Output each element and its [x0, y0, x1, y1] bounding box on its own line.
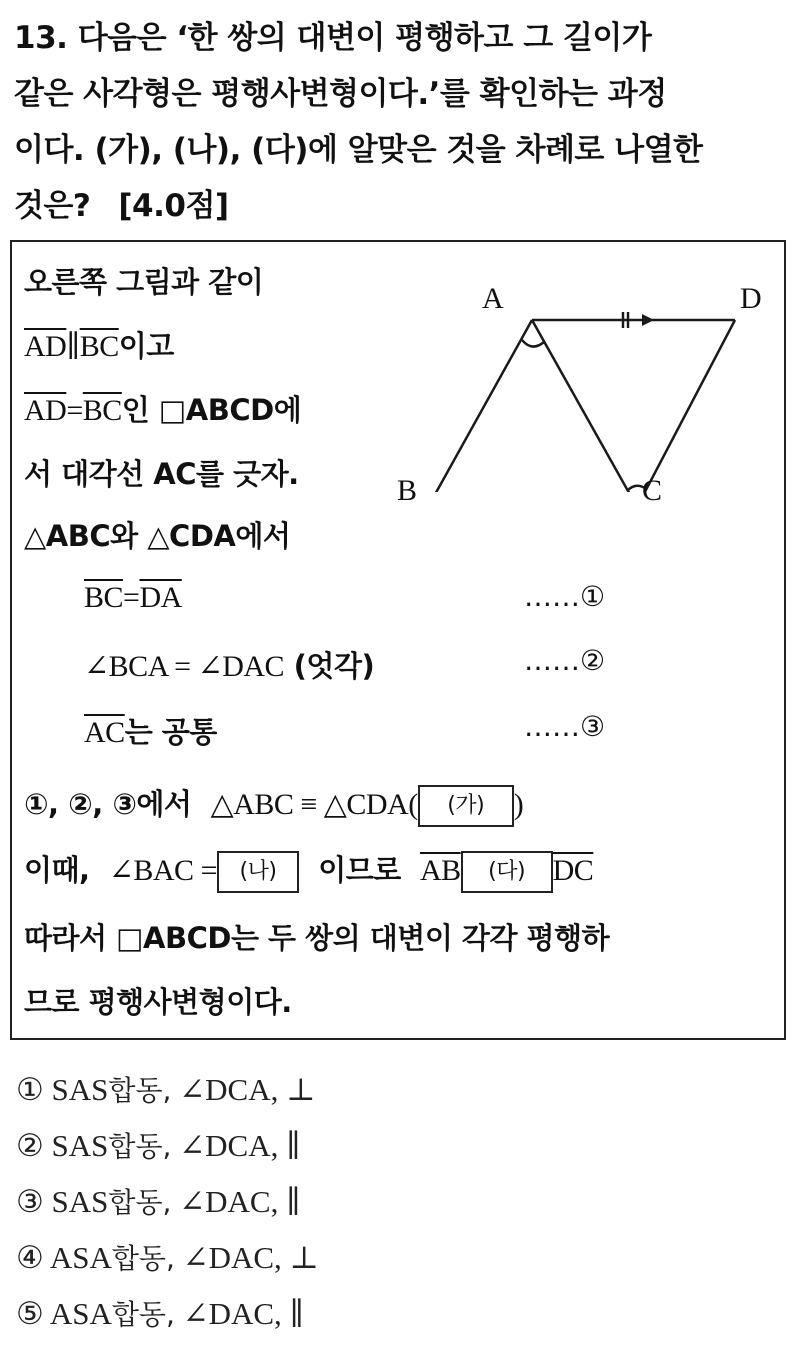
overline-ac: $\overline{AC}$ — [84, 716, 125, 749]
angle-arc-a — [522, 340, 544, 347]
choice-3-angle: ∠DAC, — [179, 1184, 279, 1219]
overline-da: $\overline{DA}$ — [139, 581, 182, 614]
parallelogram-figure — [392, 262, 772, 492]
conclusion-1-prefix: ①, ②, ③에서 — [24, 787, 192, 821]
overline-dc: $\overline{DC}$ — [552, 854, 594, 887]
arrow-ad-icon — [642, 314, 654, 326]
proof-box — [10, 240, 786, 1040]
choice-2-suffix: 합동, — [108, 1130, 172, 1163]
choice-4[interactable] — [16, 1230, 319, 1286]
statement-3-tail: 는 공통 — [124, 715, 217, 749]
conclusion-2-prefix: 이때, — [24, 853, 90, 887]
choice-4-number: ④ — [16, 1240, 44, 1275]
choice-3-suffix: 합동, — [108, 1186, 172, 1219]
choice-3-number: ③ — [16, 1184, 44, 1219]
blank-na: (나) — [217, 851, 299, 893]
choice-5[interactable] — [16, 1286, 319, 1342]
proof-line-2-tail: 이고 — [118, 329, 174, 363]
choice-3-congruence: SAS — [51, 1184, 109, 1219]
overline-bc: $\overline{BC}$ — [79, 330, 119, 363]
choice-2-relation: ∥ — [286, 1128, 301, 1163]
question-line-2: 같은 사각형은 평행사변형이다.’를 확인하는 과정 — [14, 76, 667, 112]
choice-4-relation: ⊥ — [289, 1240, 319, 1275]
conclusion-3: 따라서 □ABCD는 두 쌍의 대변이 각각 평행하 — [24, 921, 610, 955]
marker-1: ……① — [524, 580, 606, 613]
choice-4-angle: ∠DAC, — [182, 1240, 282, 1275]
statement-3 — [84, 710, 217, 751]
proof-line-2 — [24, 324, 174, 365]
conclusion-2-mid: 이므로 — [318, 853, 401, 887]
question-line-3: 이다. (가), (나), (다)에 알맞은 것을 차례로 나열한 — [14, 132, 703, 168]
choice-3-relation: ∥ — [286, 1184, 301, 1219]
alternate-angle-note: (엇각) — [293, 649, 375, 683]
question-text — [14, 10, 789, 234]
marker-2: ……② — [524, 644, 606, 677]
choice-2-angle: ∠DCA, — [179, 1128, 279, 1163]
marker-3: ……③ — [524, 710, 606, 743]
choice-5-congruence: ASA — [49, 1296, 112, 1331]
choice-1-congruence: SAS — [51, 1072, 109, 1107]
overline-bc-2: $\overline{BC}$ — [82, 394, 122, 427]
angle-equality: ∠BCA = ∠DAC — [84, 650, 285, 683]
segment-dc — [637, 320, 735, 492]
conclusion-4: 므로 평행사변형이다. — [24, 985, 292, 1019]
congruence-statement: △ABC ≡ △CDA( — [210, 788, 418, 821]
label-d: D — [740, 282, 762, 315]
choice-2-congruence: SAS — [51, 1128, 109, 1163]
choice-5-relation: ∥ — [289, 1296, 304, 1331]
proof-line-1: 오른쪽 그림과 같이 — [24, 265, 264, 299]
overline-ad: $\overline{AD}$ — [24, 330, 67, 363]
choice-4-congruence: ASA — [49, 1240, 112, 1275]
equal-symbol-2: = — [123, 581, 140, 614]
choice-1-suffix: 합동, — [108, 1074, 172, 1107]
overline-ad-2: $\overline{AD}$ — [24, 394, 67, 427]
choice-3[interactable] — [16, 1174, 319, 1230]
question-line-1: 13. 다음은 ‘한 쌍의 대변이 평행하고 그 길이가 — [14, 20, 652, 56]
choice-5-angle: ∠DAC, — [182, 1296, 282, 1331]
proof-line-4: 서 대각선 AC를 긋자. — [24, 457, 299, 491]
figure-lines — [428, 312, 735, 492]
blank-ga: (가) — [418, 785, 514, 827]
score-label: [4.0점] — [118, 188, 229, 224]
choice-2-number: ② — [16, 1128, 44, 1163]
label-a: A — [482, 282, 504, 315]
question-line-4 — [14, 178, 789, 234]
choice-1-relation: ⊥ — [286, 1072, 316, 1107]
label-b: B — [397, 474, 417, 507]
overline-bc-3: $\overline{BC}$ — [84, 581, 124, 614]
label-c: C — [642, 474, 662, 507]
proof-line-5: △ABC와 △CDA에서 — [24, 519, 291, 553]
proof-line-3-tail: 인 □ABCD에 — [121, 393, 302, 427]
choice-5-number: ⑤ — [16, 1296, 44, 1331]
answer-choices — [16, 1062, 319, 1342]
question-line-4-text: 것은? — [14, 188, 91, 224]
choice-2[interactable] — [16, 1118, 319, 1174]
overline-ab: $\overline{AB}$ — [419, 854, 461, 887]
proof-line-3 — [24, 388, 301, 429]
conclusion-1 — [24, 782, 523, 827]
choice-1-angle: ∠DCA, — [179, 1072, 279, 1107]
conclusion-2 — [24, 848, 593, 893]
diagonal-ac — [532, 320, 637, 492]
parallel-symbol: ∥ — [66, 330, 80, 363]
closing-paren: ) — [513, 788, 524, 821]
equal-symbol: = — [66, 394, 83, 427]
choice-5-suffix: 합동, — [111, 1298, 175, 1331]
statement-2 — [84, 644, 374, 685]
angle-bac: ∠BAC = — [108, 854, 217, 887]
choice-1[interactable] — [16, 1062, 319, 1118]
choice-4-suffix: 합동, — [111, 1242, 175, 1275]
statement-1 — [84, 580, 182, 615]
blank-da: (다) — [461, 851, 553, 893]
choice-1-number: ① — [16, 1072, 44, 1107]
segment-ab — [428, 320, 532, 492]
